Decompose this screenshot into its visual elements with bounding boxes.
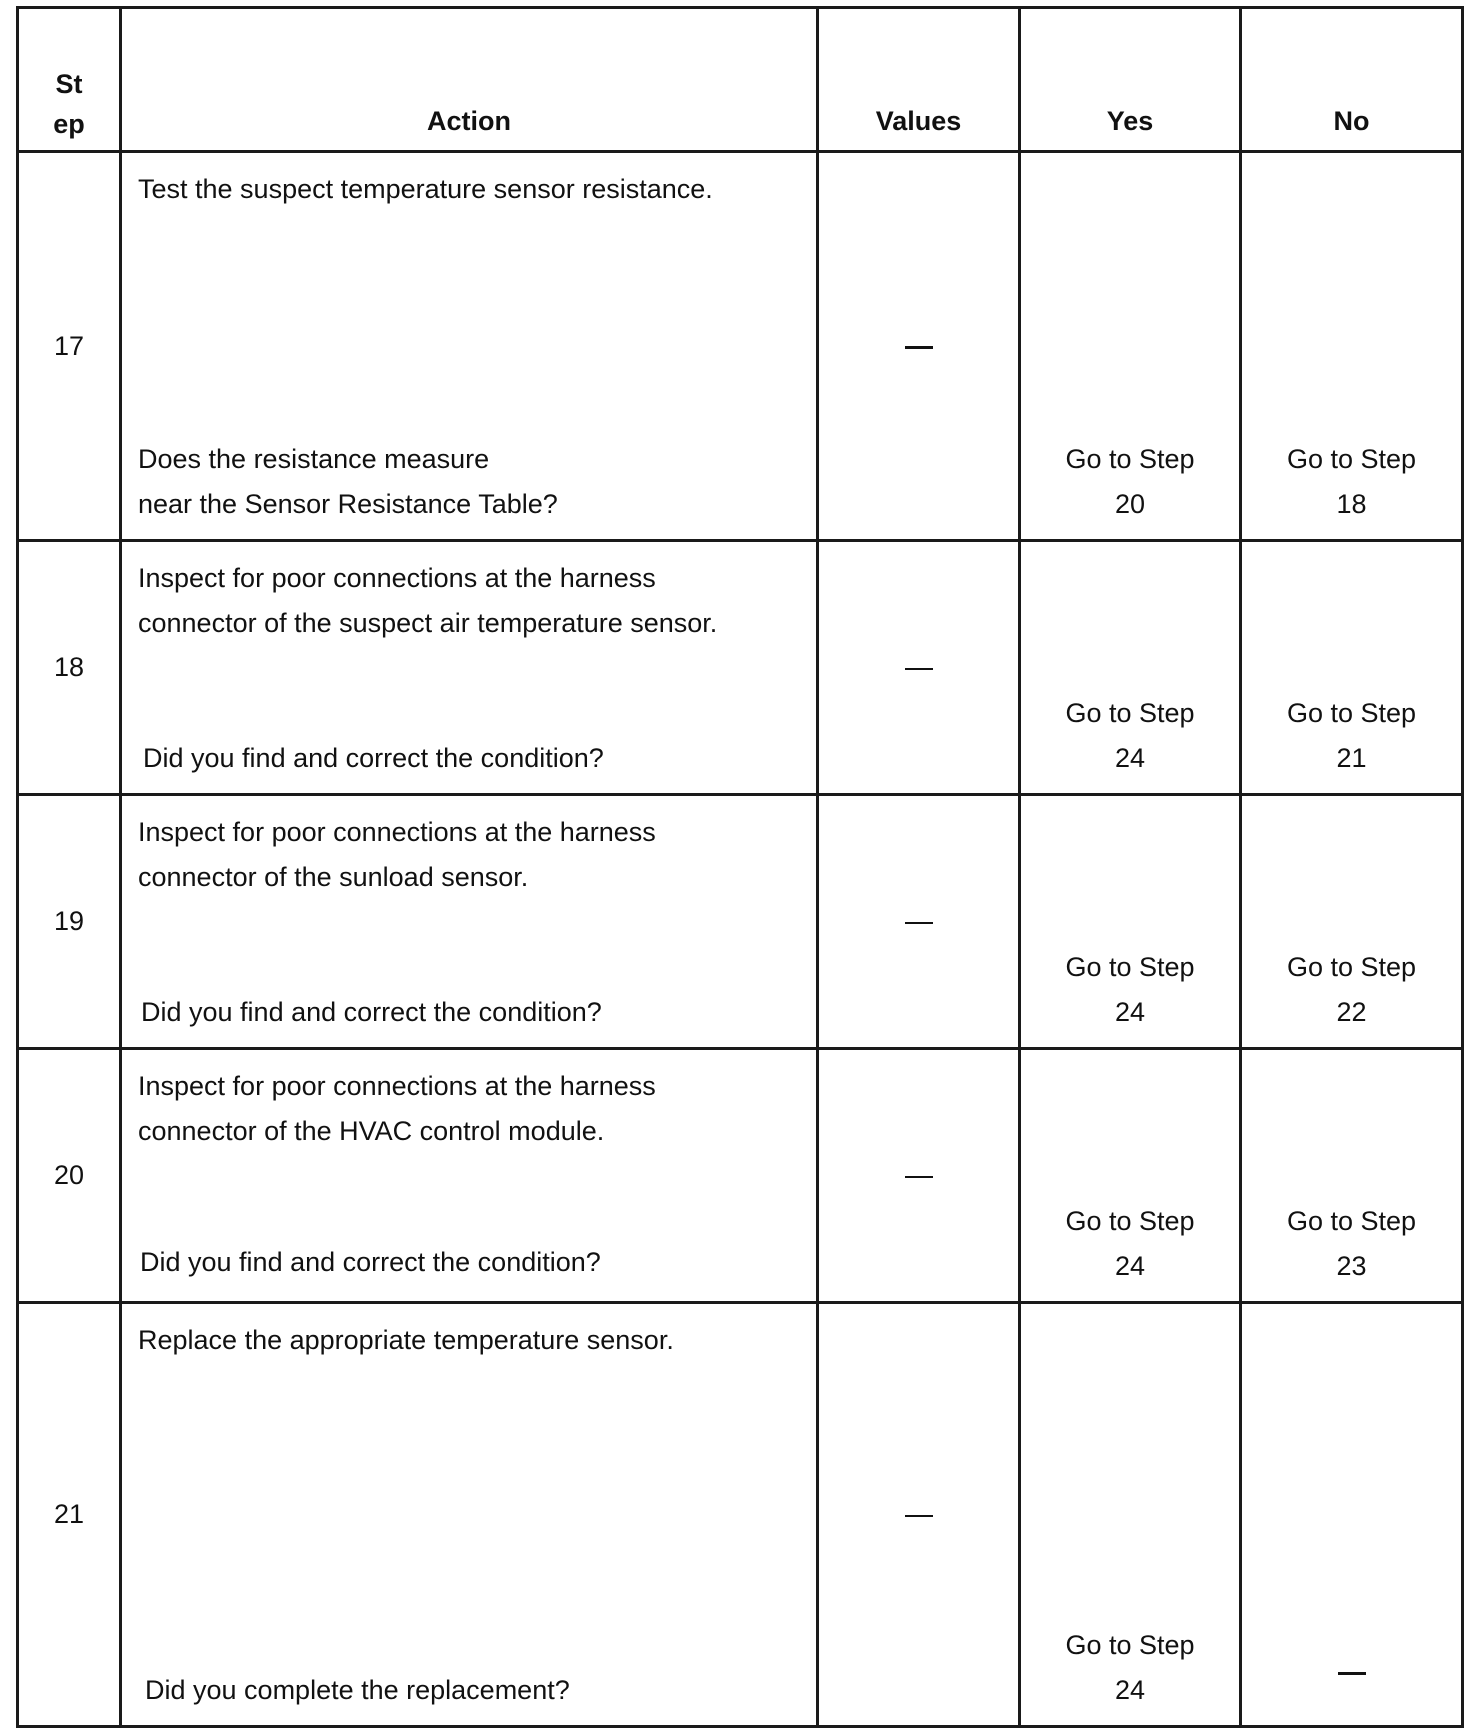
no-goto-step: Go to Step 21	[1286, 698, 1417, 773]
action-cell	[121, 152, 818, 541]
step-number: 17	[18, 152, 121, 541]
header-no: No	[1241, 8, 1463, 152]
action-instruction: Inspect for poor connections at the harness connector of the sunload sensor.	[138, 817, 656, 892]
none-dash	[905, 668, 933, 670]
none-dash	[1338, 1672, 1366, 1675]
no-goto-step: Go to Step 23	[1286, 1206, 1417, 1281]
values-cell	[818, 1049, 1020, 1303]
values-cell	[818, 152, 1020, 541]
action-instruction: Test the suspect temperature sensor resistance.	[138, 174, 713, 204]
no-cell	[1241, 1049, 1463, 1303]
action-instruction: Replace the appropriate temperature sensor.	[138, 1325, 674, 1355]
action-instruction: Inspect for poor connections at the harness connector of the suspect air temperature sensor.	[138, 563, 718, 638]
header-step-line2: ep	[53, 109, 85, 139]
table-row	[18, 1049, 1463, 1303]
values-cell	[818, 795, 1020, 1049]
step-number: 19	[18, 795, 121, 1049]
action-question: Did you find and correct the condition?	[143, 743, 604, 773]
none-dash	[905, 1515, 933, 1517]
no-cell	[1241, 795, 1463, 1049]
step-number: 20	[18, 1049, 121, 1303]
action-question: Did you find and correct the condition?	[141, 997, 602, 1027]
action-question: Did you complete the replacement?	[145, 1675, 570, 1705]
yes-goto-step: Go to Step 24	[1065, 1206, 1195, 1281]
header-step	[18, 8, 121, 152]
yes-cell	[1020, 795, 1241, 1049]
action-cell	[121, 1303, 818, 1727]
yes-cell	[1020, 1303, 1241, 1727]
values-cell	[818, 1303, 1020, 1727]
no-goto-step: Go to Step 18	[1286, 444, 1417, 519]
yes-goto-step: Go to Step 24	[1065, 952, 1195, 1027]
table-row	[18, 541, 1463, 795]
no-cell	[1241, 152, 1463, 541]
none-dash	[905, 346, 933, 349]
none-dash	[905, 922, 933, 924]
step-number: 18	[18, 541, 121, 795]
header-values: Values	[818, 8, 1020, 152]
header-row	[18, 8, 1463, 152]
no-none	[1242, 1650, 1461, 1695]
yes-cell	[1020, 541, 1241, 795]
header-yes: Yes	[1020, 8, 1241, 152]
action-cell	[121, 1049, 818, 1303]
yes-goto-step: Go to Step 24	[1065, 1630, 1195, 1705]
action-question: Did you find and correct the condition?	[140, 1247, 601, 1277]
yes-goto-step: Go to Step 20	[1065, 444, 1195, 519]
diagnostic-table	[16, 6, 1464, 1728]
yes-cell	[1020, 152, 1241, 541]
table-row	[18, 795, 1463, 1049]
no-cell	[1241, 1303, 1463, 1727]
yes-goto-step: Go to Step 24	[1065, 698, 1195, 773]
action-question: Does the resistance measure near the Sensor Resistance Table?	[138, 444, 558, 519]
yes-cell	[1020, 1049, 1241, 1303]
action-cell	[121, 541, 818, 795]
table-row	[18, 1303, 1463, 1727]
no-cell	[1241, 541, 1463, 795]
header-step-line1: St	[55, 69, 83, 99]
table-row	[18, 152, 1463, 541]
action-cell	[121, 795, 818, 1049]
no-goto-step: Go to Step 22	[1286, 952, 1417, 1027]
values-cell	[818, 541, 1020, 795]
step-number: 21	[18, 1303, 121, 1727]
action-instruction: Inspect for poor connections at the harness connector of the HVAC control module.	[138, 1071, 656, 1146]
none-dash	[905, 1176, 933, 1178]
header-action: Action	[121, 8, 818, 152]
